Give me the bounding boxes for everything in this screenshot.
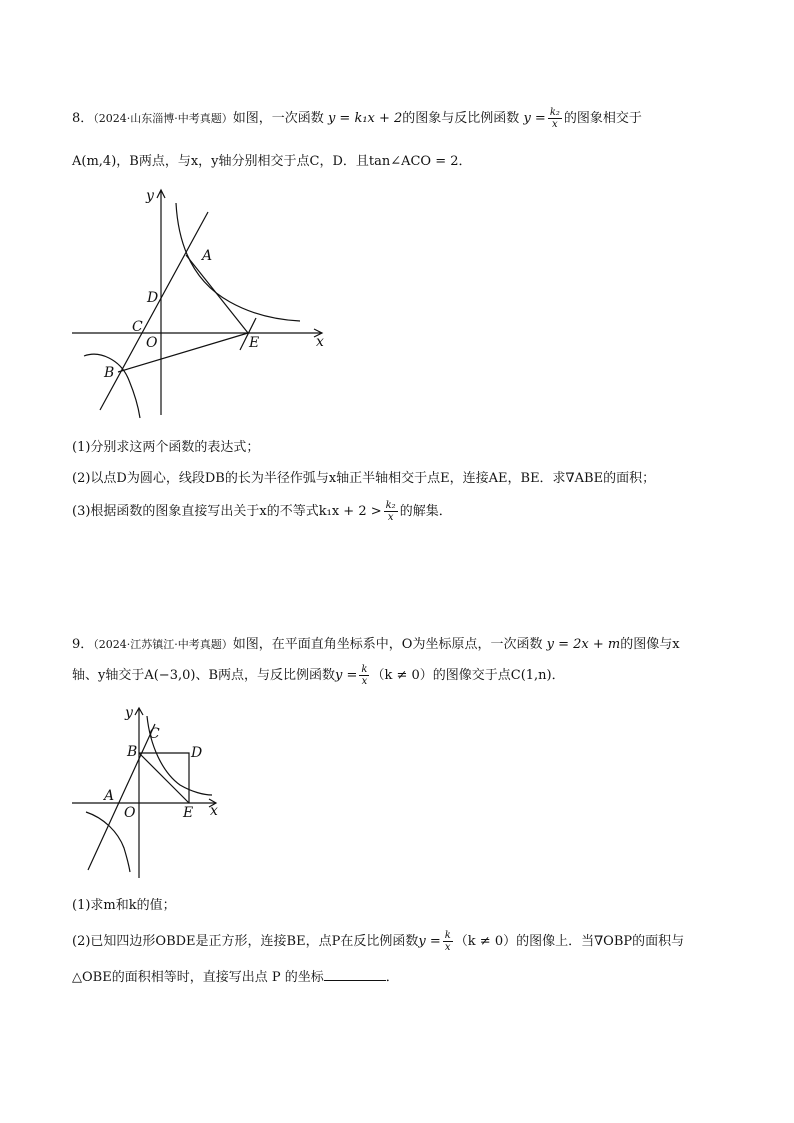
q9-figure bbox=[60, 700, 230, 880]
q8-part2: (2)以点D为圆心，线段DB的长为半径作弧与x轴正半轴相交于点E，连接AE，BE．求∇ABE的面积； bbox=[72, 471, 656, 486]
q9-label-b: B bbox=[127, 744, 138, 760]
q8-part3-fraction bbox=[384, 500, 398, 523]
q9-linear-expr: y = 2x + m bbox=[546, 637, 621, 652]
q8-source: （2024·山东淄博·中考真题） bbox=[93, 112, 233, 125]
q9-linear-line bbox=[88, 724, 155, 870]
q8-segment-be bbox=[118, 333, 248, 372]
q9-label-a: A bbox=[104, 788, 115, 804]
q9-label-e: E bbox=[183, 805, 194, 821]
q9-part2-end: ． bbox=[385, 970, 399, 985]
q8-hyperbola-branch-2 bbox=[84, 354, 140, 418]
q8-fraction bbox=[548, 107, 562, 130]
q8-label-b: B bbox=[104, 365, 115, 381]
q9-source: （2024·江苏镇江·中考真题） bbox=[93, 638, 233, 651]
q8-frac-den: x bbox=[552, 119, 558, 130]
q9-segment-be bbox=[139, 753, 189, 803]
q9-line2-post: （k ≠ 0）的图像交于点C(1,n)． bbox=[371, 668, 565, 683]
q9-part2-line2 bbox=[72, 966, 399, 985]
q9-part2-post: （k ≠ 0）的图像上．当∇OBP的面积与 bbox=[454, 934, 685, 949]
q8-label-a: A bbox=[202, 248, 213, 264]
q9-label-c: C bbox=[149, 726, 160, 742]
q8-frac-num: k₂ bbox=[549, 107, 560, 118]
q8-label-o: O bbox=[146, 335, 158, 351]
q9-part1: (1)求m和k的值； bbox=[72, 898, 176, 913]
q8-label-e: E bbox=[249, 335, 260, 351]
answer-blank[interactable] bbox=[324, 968, 386, 981]
q8-mid: 的图象与反比例函数 bbox=[402, 111, 520, 126]
q9-inverse-lhs: y = bbox=[335, 668, 358, 683]
q9-part2-num: k bbox=[444, 930, 451, 941]
q9-number: 9． bbox=[72, 637, 94, 652]
q9-label-x: x bbox=[210, 803, 218, 819]
q9-part2-lhs: y = bbox=[418, 934, 441, 949]
q9-label-y: y bbox=[125, 705, 133, 721]
q8-part3-den: x bbox=[387, 512, 394, 523]
q8-part3-post: 的解集． bbox=[399, 504, 452, 519]
q9-line2-pre: 轴、y轴交于A(−3,0)、B两点，与反比例函数 bbox=[72, 668, 335, 683]
q9-tail: 的图像与x bbox=[620, 637, 680, 652]
q9-frac-den: x bbox=[361, 676, 368, 687]
q8-label-c: C bbox=[132, 319, 143, 335]
q8-segment-ae bbox=[186, 255, 248, 333]
q8-line2: A(m,4)，B两点，与x，y轴分别相交于点C，D．且tan∠ACO = 2． bbox=[72, 154, 472, 169]
q9-intro: 如图，在平面直角坐标系中，O为坐标原点，一次函数 bbox=[232, 637, 543, 652]
q8-label-x: x bbox=[316, 334, 324, 350]
q9-fraction bbox=[359, 664, 369, 687]
q9-part2-pre: (2)已知四边形OBDE是正方形，连接BE，点P在反比例函数 bbox=[72, 934, 419, 949]
q8-line1 bbox=[72, 107, 642, 130]
q8-intro: 如图，一次函数 bbox=[232, 111, 324, 126]
q9-frac-num: k bbox=[361, 664, 368, 675]
q8-figure bbox=[60, 180, 340, 420]
q8-label-y: y bbox=[146, 188, 154, 204]
q9-line2 bbox=[72, 664, 565, 687]
q9-hyperbola-branch-2 bbox=[86, 812, 130, 872]
q8-hyperbola-branch-1 bbox=[176, 203, 300, 321]
q8-part3 bbox=[72, 500, 452, 523]
q9-part2-line2-text: △OBE的面积相等时，直接写出点 P 的坐标 bbox=[72, 970, 324, 985]
q8-part3-num: k₂ bbox=[385, 500, 396, 511]
q8-number: 8． bbox=[72, 111, 94, 126]
q8-linear-line bbox=[100, 212, 208, 410]
q8-tail: 的图象相交于 bbox=[563, 111, 642, 126]
q8-label-d: D bbox=[147, 290, 159, 306]
q9-label-d: D bbox=[191, 745, 203, 761]
q8-linear-expr: y = k₁x + 2 bbox=[327, 111, 403, 126]
q9-part2-line1 bbox=[72, 930, 684, 953]
q9-line1 bbox=[72, 633, 680, 652]
q8-inverse-lhs: y = bbox=[523, 111, 546, 126]
q9-part2-fraction bbox=[443, 930, 453, 953]
q9-part2-den: x bbox=[444, 942, 451, 953]
q8-part3-pre: (3)根据函数的图象直接写出关于x的不等式k₁x + 2 > bbox=[72, 504, 382, 519]
q9-label-o: O bbox=[124, 805, 136, 821]
q8-part1: (1)分别求这两个函数的表达式； bbox=[72, 440, 260, 455]
